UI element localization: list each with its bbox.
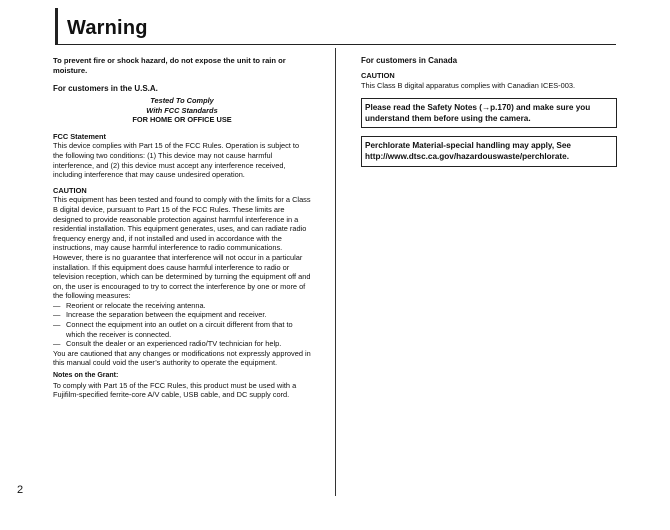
rain-warning: To prevent fire or shock hazard, do not expose the unit to rain or moisture. bbox=[53, 56, 286, 75]
grant-heading: Notes on the Grant: bbox=[53, 372, 119, 380]
fcc-statement-heading: FCC Statement bbox=[53, 131, 106, 141]
caution-heading: CAUTION bbox=[53, 185, 87, 195]
fcc-compliance-label bbox=[53, 96, 311, 125]
caution-footer: You are cautioned that any changes or modifications not expressly approved in this manual could void the user’s authority to operate the equipment. bbox=[53, 348, 311, 368]
caution-text: This equipment has been tested and found to comply with the limits for a Class B digital device, pursuant to Part 15 of the FCC Rules. These limits are designed to provide reasonable protection against harmful interference in a residential installation. This equipment generates, uses, and can radiate radio frequency energy and, if not installed and used in accordance with the instructions, may cause harmful interference to radio communications. However, there is no guarantee that interference will not occur in a particular installation. If this equipment does cause harmful interference to radio or television reception, which can be determined by turning the equipment off and on, the user is encouraged to try to correct the interference by one or more of the following measures: bbox=[53, 195, 311, 301]
fcc-line-2: With FCC Standards bbox=[146, 105, 218, 115]
canada-caution-heading: CAUTION bbox=[361, 71, 395, 80]
canada-heading: For customers in Canada bbox=[361, 56, 458, 65]
list-item: — Consult the dealer or an experienced radio/TV technician for help. bbox=[53, 339, 311, 349]
us-heading: For customers in the U.S.A. bbox=[53, 84, 158, 93]
safety-notes-box: Please read the Safety Notes (→p.170) and make sure you understand them before using the camera. bbox=[361, 98, 617, 128]
fcc-line-3: FOR HOME OR OFFICE USE bbox=[132, 115, 232, 125]
page-title: Warning bbox=[67, 17, 148, 39]
grant-text: To comply with Part 15 of the FCC Rules, this product must be used with a Fujifilm-specified ferrite-core A/V cable, USB cable, and DC supply cord. bbox=[53, 380, 297, 400]
page-number: 2 bbox=[17, 484, 24, 496]
perchlorate-box: Perchlorate Material-special handling may apply, See http://www.dtsc.ca.gov/hazardouswaste/perchlorate. bbox=[361, 136, 617, 166]
canada-caution-text: This Class B digital apparatus complies with Canadian ICES-003. bbox=[361, 80, 576, 90]
right-column bbox=[361, 56, 617, 167]
left-column bbox=[53, 56, 311, 400]
list-item: — Increase the separation between the equipment and receiver. bbox=[53, 310, 311, 320]
list-item: — Reorient or relocate the receiving antenna. bbox=[53, 301, 311, 311]
list-item: — Connect the equipment into an outlet on a circuit different from that to which the receiver is connected. bbox=[53, 320, 311, 339]
header-accent-bar bbox=[55, 8, 58, 44]
fcc-statement-text: This device complies with Part 15 of the FCC Rules. Operation is subject to the following two conditions: (1) This device may not cause harmful interference, and (2) this device must accept any interference received, including interference that may cause undesired operation. bbox=[53, 141, 300, 180]
fcc-line-1: Tested To Comply bbox=[150, 96, 214, 105]
column-divider bbox=[335, 48, 336, 496]
measures-list bbox=[53, 301, 311, 349]
section-header bbox=[55, 8, 616, 45]
